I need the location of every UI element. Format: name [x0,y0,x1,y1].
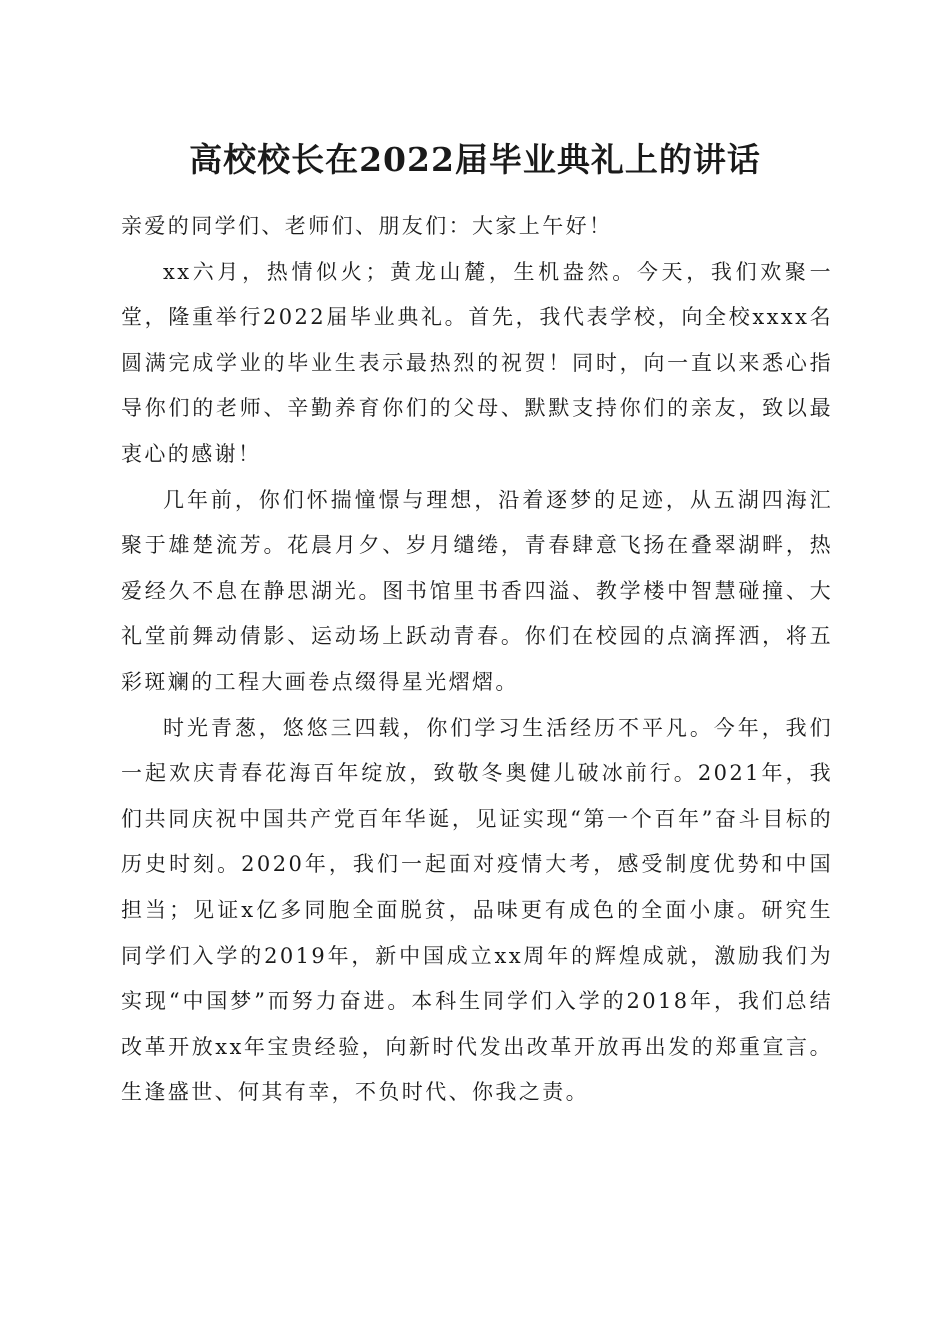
document-title: 高校校长在2022届毕业典礼上的讲话 [189,140,761,179]
paragraph: 时光青葱，悠悠三四载，你们学习生活经历不平凡。今年，我们一起欢庆青春花海百年绽放，致敬冬奥健儿破冰前行。2021年，我们共同庆祝中国共产党百年华诞，见证实现“第一个百年”奋斗目标的历史时刻。2020年，我们一起面对疫情大考，感受制度优势和中国担当；见证x亿多同胞全面脱贫，品味更有成色的全面小康。研究生同学们入学的2019年，新中国成立xx周年的辉煌成就，激励我们为实现“中国梦”而努力奋进。本科生同学们入学的2018年，我们总结改革开放xx年宝贵经验，向新时代发出改革开放再出发的郑重宣言。生逢盛世、何其有幸，不负时代、你我之责。 [121,715,833,1105]
salutation: 亲爱的同学们、老师们、朋友们：大家上午好！ [121,214,613,238]
paragraph: xx六月，热情似火；黄龙山麓，生机盎然。今天，我们欢聚一堂，隆重举行2022届毕业典礼。首先，我代表学校，向全校xxxx名圆满完成学业的毕业生表示最热烈的祝贺！同时，向一直以来悉心指导你们的老师、辛勤养育你们的父母、默默支持你们的亲友，致以最衷心的感谢！ [121,259,833,466]
paragraph: 几年前，你们怀揣憧憬与理想，沿着逐梦的足迹，从五湖四海汇聚于雄楚流芳。花晨月夕、岁月缱绻，青春肆意飞扬在叠翠湖畔，热爱经久不息在静思湖光。图书馆里书香四溢、教学楼中智慧碰撞、大礼堂前舞动倩影、运动场上跃动青春。你们在校园的点滴挥洒，将五彩斑斓的工程大画卷点缀得星光熠熠。 [121,487,833,694]
document-body [121,204,833,1116]
